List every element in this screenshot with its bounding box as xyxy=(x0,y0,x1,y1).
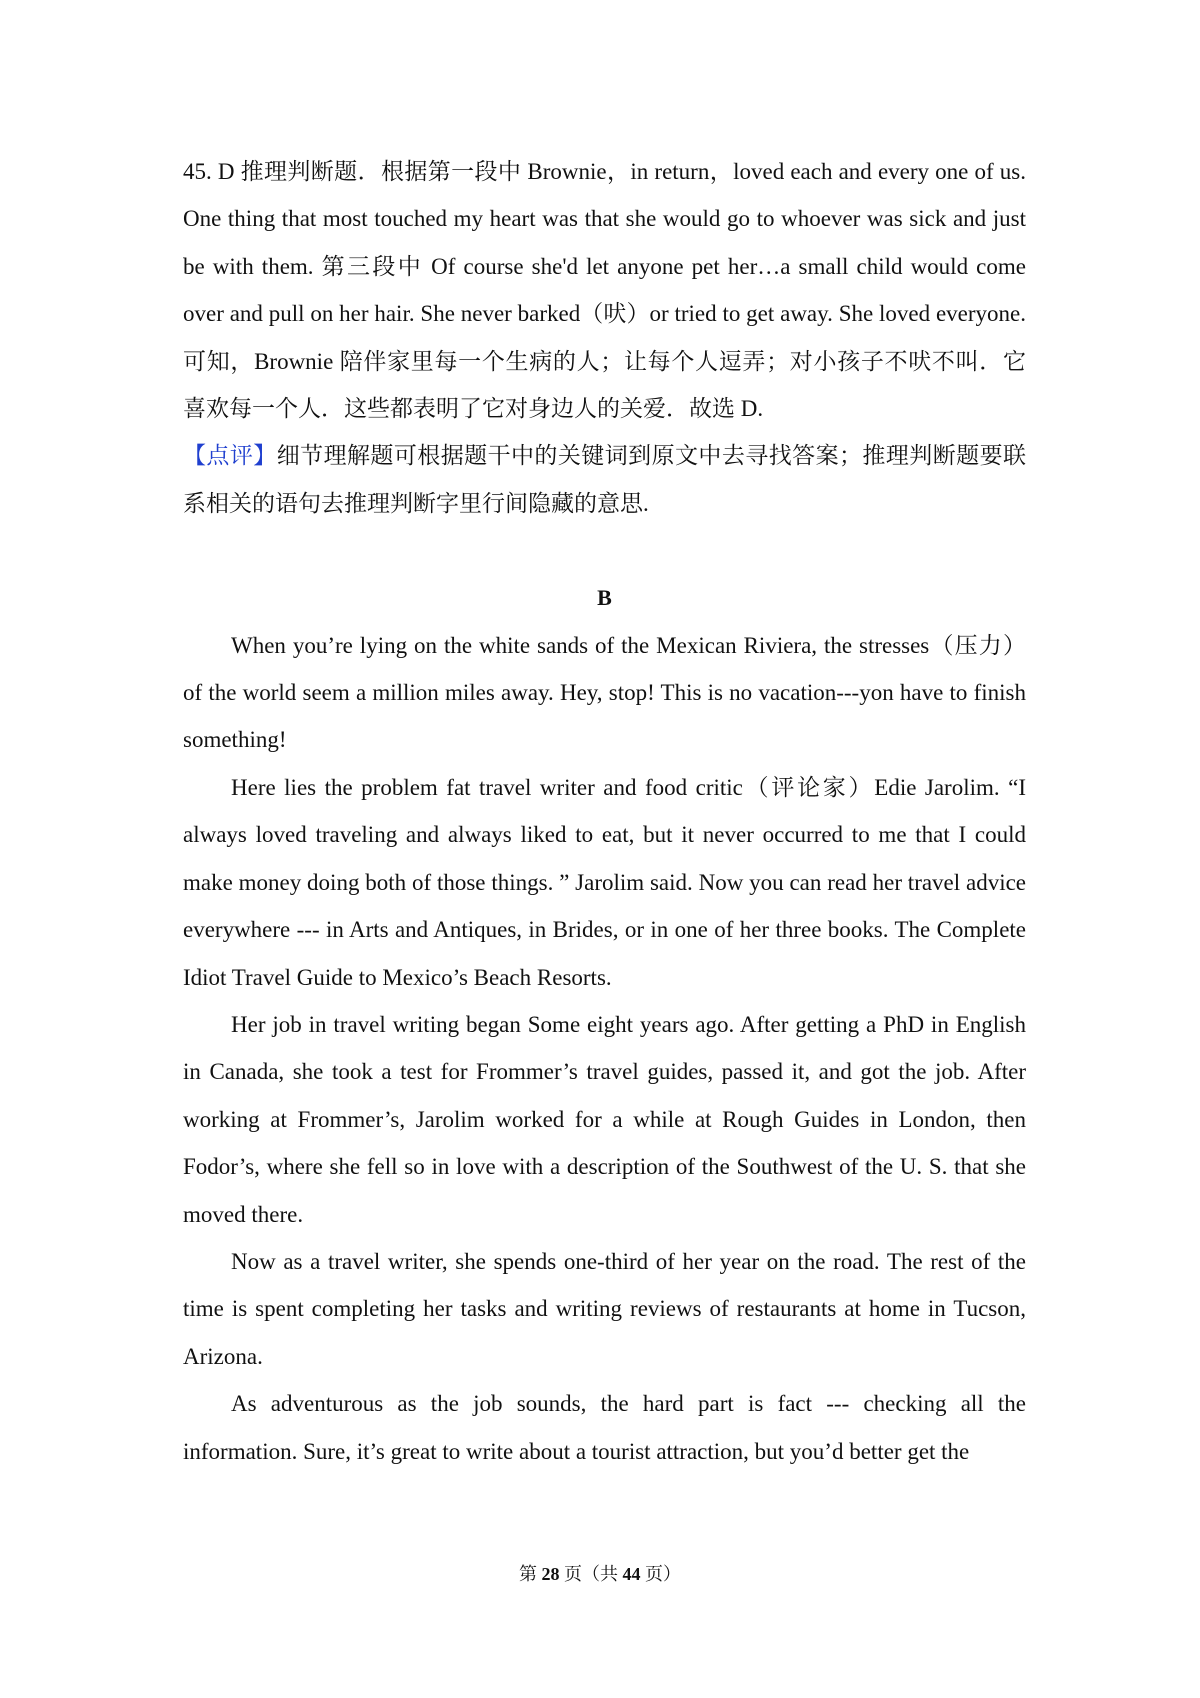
section-title: B xyxy=(597,585,612,611)
comment-text: 细节理解题可根据题干中的关键词到原文中去寻找答案；推理判断题要联系相关的语句去推理判断字里行间隐藏的意思. xyxy=(183,443,1027,516)
page-footer xyxy=(0,1560,1200,1586)
footer-middle: 页（共 xyxy=(564,1564,618,1584)
footer-total-pages: 44 xyxy=(622,1564,641,1584)
answer-explanation: 45. D 推理判断题．根据第一段中 Brownie，in return，loved each and every one of us. One thing that most touched my heart was that she would go to whoever was sick and just be with them. 第三段中 Of course she'd let anyone pet her…a small child would come over and pull on her hair. She never barked（吠）or tried to get away. She loved everyone. 可知，Brownie 陪伴家里每一个生病的人；让每个人逗弄；对小孩子不吠不叫．它喜欢每一个人．这些都表明了它对身边人的关爱．故选 D. xyxy=(183,159,1026,422)
comment-tag: 【点评】 xyxy=(183,443,277,469)
passage-paragraph-2: Here lies the problem fat travel writer and food critic（评论家）Edie Jarolim. “I always loved traveling and always liked to eat, but it never occurred to me that I could make money doing both of those things. ” Jarolim said. Now you can read her travel advice everywhere --- in Arts and Antiques, in Brides, or in one of her three books. The Complete Idiot Travel Guide to Mexico’s Beach Resorts. xyxy=(183,774,1026,990)
comment-paragraph xyxy=(183,432,1026,527)
passage-paragraph-5: As adventurous as the job sounds, the hard part is fact --- checking all the information. Sure, it’s great to write about a tourist attraction, but you’d better get the xyxy=(183,1391,1026,1464)
passage-paragraph-1: When you’re lying on the white sands of the Mexican Riviera, the stresses（压力）of the world seem a million miles away. Hey, stop! This is no vacation---yon have to finish something! xyxy=(183,632,1026,753)
footer-page-number: 28 xyxy=(541,1564,560,1584)
page-content xyxy=(183,148,1026,1475)
passage-paragraph-4: Now as a travel writer, she spends one-third of her year on the road. The rest of the time is spent completing her tasks and writing reviews of restaurants at home in Tucson, Arizona. xyxy=(183,1248,1026,1369)
footer-suffix: 页） xyxy=(645,1564,681,1584)
footer-prefix: 第 xyxy=(519,1564,537,1584)
passage-paragraph-3: Her job in travel writing began Some eight years ago. After getting a PhD in English in Canada, she took a test for Frommer’s travel guides, passed it, and got the job. After working at Frommer’s, Jarolim worked for a while at Rough Guides in London, then Fodor’s, where she fell so in love with a description of the Southwest of the U. S. that she moved there. xyxy=(183,1011,1026,1227)
